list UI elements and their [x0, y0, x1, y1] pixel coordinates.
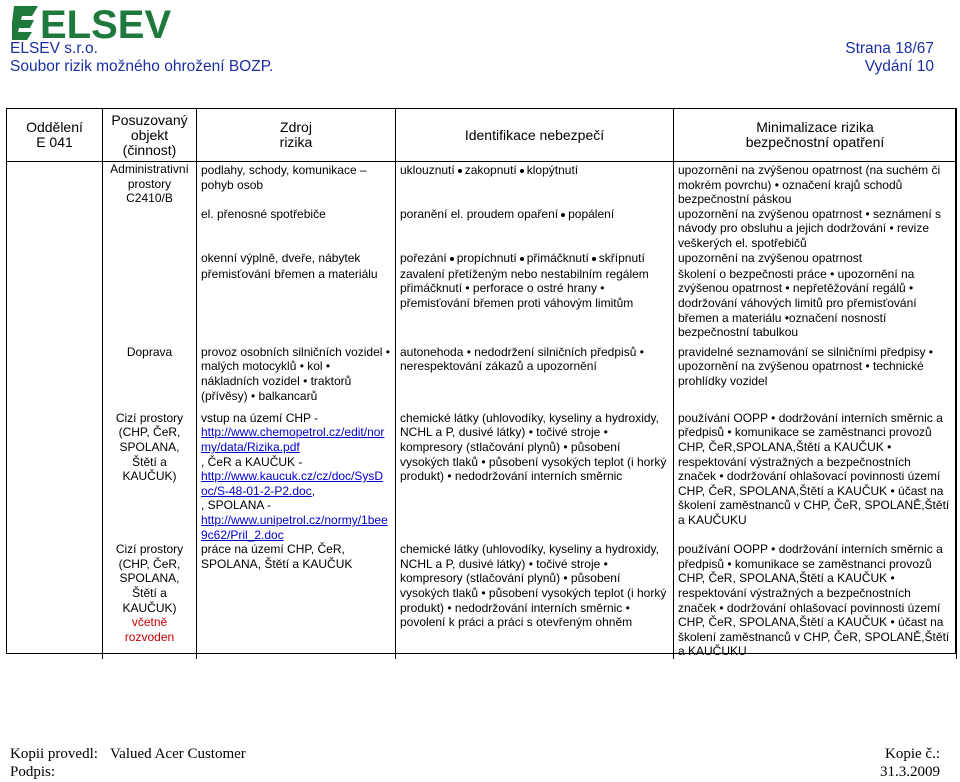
footer-right	[880, 745, 940, 781]
header-hazard: Identifikace nebezpečí	[396, 109, 674, 162]
hazard-cell: chemické látky (uhlovodíky, kyseliny a hydroxidy, NCHL a P, dusivé látky) • točivé stroje • kompresory (stlačování plynů) • působení vysokých tlaků • působení vysokých teplot (i horký produkt) • nedodržování interních směrnic	[396, 411, 674, 542]
copy-value: Valued Acer Customer	[110, 746, 246, 762]
header-measures: Minimalizace rizika bezpečnostní opatření	[674, 109, 957, 162]
hazard-cell: autonehoda • nedodržení silničních předpisů • nerespektování zákazů a upozornění	[396, 345, 674, 411]
link-kaucuk[interactable]: http://www.kaucuk.cz/cz/doc/SysD oc/S-48-01-2-P2.doc	[201, 469, 384, 498]
hazard-text: popálení	[568, 206, 615, 221]
hazard-text: pořezání	[400, 250, 447, 265]
header-dept: Oddělení E 041	[7, 109, 103, 162]
header-object: Posuzovaný objekt (činnost)	[103, 109, 197, 162]
table-header-row	[7, 109, 957, 162]
measures-cell: upozornění na zvýšenou opatrnost	[674, 251, 957, 267]
object-text: Cizí prostory (CHP, ČeR, SPOLANA, Štětí a KAUČUK)	[115, 542, 184, 615]
hazard-cell	[396, 207, 674, 251]
header-right	[845, 40, 934, 76]
hazard-text: skřípnutí	[598, 250, 645, 265]
table-row	[7, 162, 957, 207]
table-row	[7, 411, 957, 542]
hazard-cell: zavalení přetíženým nebo nestabilním regálem přimáčknutí • perforace o ostré hrany • přemisťování břemen proti váhovým limitům	[396, 267, 674, 345]
link-unipetrol[interactable]: http://www.unipetrol.cz/normy/1bee 9c62/Pril_2.doc	[201, 512, 388, 542]
hazard-text: klopýtnutí	[526, 163, 579, 177]
source-cell: práce na území CHP, ČeR, SPOLANA, Štětí a KAUČUK	[197, 542, 396, 659]
hazard-cell	[396, 162, 674, 207]
hazard-text: propíchnutí	[456, 250, 517, 265]
source-text: , ČeR a KAUČUK -	[201, 454, 303, 469]
page-number: Strana 18/67	[845, 40, 934, 57]
object-cizi: Cizí prostory (CHP, ČeR, SPOLANA, Štětí a KAUČUK)	[115, 410, 184, 484]
hazard-text: zakopnutí	[464, 163, 517, 177]
edition: Vydání 10	[864, 58, 934, 75]
source-text: vstup na území CHP -	[201, 410, 319, 425]
measures-cell: upozornění na zvýšenou opatrnost • seznámení s návody pro obsluhu a jejich dodržování • revize veškerých el. spotřebičů	[674, 207, 957, 251]
elsev-logo	[12, 4, 202, 42]
hazard-text: uklouznutí	[400, 163, 455, 177]
header-source: Zdroj rizika	[197, 109, 396, 162]
measures-cell: pravidelné seznamování se silničními předpisy • upozornění na zvýšenou opatrnost • technické prohlídky vozidel	[674, 345, 957, 411]
source-cell: podlahy, schody, komunikace – pohyb osob	[197, 162, 396, 207]
source-cell: el. přenosné spotřebiče	[197, 207, 396, 251]
source-cell: vstup na území CHP - http://www.chemopetrol.cz/edit/nor my/data/Rizika.pdf , ČeR a KAUČUK - http://www.kaucuk.cz/cz/doc/SysD oc/S-48-01-2-P2.doc, , SPOLANA - http://www.unipetrol.cz/normy/1bee 9c62/Pril_2.doc	[197, 411, 396, 542]
table-row	[7, 345, 957, 411]
risk-table	[6, 108, 957, 659]
measures-cell: školení o bezpečnosti práce • upozornění na zvýšenou opatrnost • nepřetěžování regálů • dodržování váhových limitů pro přemisťování břemen a materiálu •označení nosností bezpečnostní tabulkou	[674, 267, 957, 345]
object-admin: Administrativní prostory C2410/B	[110, 162, 189, 206]
copy-label: Kopii provedl:	[10, 746, 98, 762]
measures-cell: používání OOPP • dodržování interních směrnic a předpisů • komunikace se zaměstnanci provozů CHP, ČeR,SPOLANA,Štětí a KAUČUK • respektování výstražných a bezpečnostních značek • dodržování ohlašovací povinnosti území CHP, ČeR, SPOLANA,Štětí a KAUČUK • účast na školení zaměstnanců v CHP, ČeR, SPOLANĚ,Štětí a KAUČUKU	[674, 411, 957, 542]
hazard-text: poranění el. proudem opaření	[400, 206, 559, 221]
source-text: , SPOLANA -	[201, 498, 272, 513]
table-row	[7, 542, 957, 659]
copy-number: Kopie č.:	[885, 746, 940, 762]
company-name: ELSEV s.r.o.	[10, 40, 98, 57]
measures-cell: používání OOPP • dodržování interních směrnic a předpisů • komunikace se zaměstnanci provozů CHP, ČeR, SPOLANA,Štětí a KAUČUK • respektování výstražných a bezpečnostních značek • dodržování ohlašovací povinnosti území CHP, ČeR, SPOLANA,Štětí a KAUČUK • účast na školení zaměstnanců v CHP, ČeR, SPOLANĚ,Štětí a KAUČUKU	[674, 542, 957, 659]
source-cell: okenní výplně, dveře, nábytek	[197, 251, 396, 267]
link-chemopetrol[interactable]: http://www.chemopetrol.cz/edit/nor my/data/Rizika.pdf	[201, 425, 385, 454]
header-left	[10, 40, 273, 76]
document-title: Soubor rizik možného ohrožení BOZP.	[10, 58, 274, 75]
object-suffix: včetně rozvoden	[124, 615, 175, 644]
hazard-text: přimáčknutí	[526, 250, 589, 265]
object-doprava: Doprava	[126, 344, 173, 359]
sign-label: Podpis:	[10, 764, 56, 780]
hazard-cell	[396, 251, 674, 267]
footer-date: 31.3.2009	[880, 764, 940, 780]
hazard-cell: chemické látky (uhlovodíky, kyseliny a hydroxidy, NCHL a P, dusivé látky) • točivé stroje • kompresory (stlačování plynů) • působení vysokých tlaků • působení vysokých teplot (i horký produkt) • nedodržování interních směrnic • povolení k práci a práci s otevřeným ohněm	[396, 542, 674, 659]
measures-cell: upozornění na zvýšenou opatrnost (na suchém či mokrém povrchu) • označení krajů schodů bezpečnostní páskou	[674, 162, 957, 207]
source-cell: přemisťování břemen a materiálu	[197, 267, 396, 345]
footer-left	[10, 745, 246, 781]
object-cizi-rozvodny	[103, 542, 197, 659]
source-cell: provoz osobních silničních vozidel • malých motocyklů • kol • nákladních vozidel • traktorů (přívěsy) • balkancarů	[197, 345, 396, 411]
logo-text: ELSEV	[40, 4, 172, 42]
